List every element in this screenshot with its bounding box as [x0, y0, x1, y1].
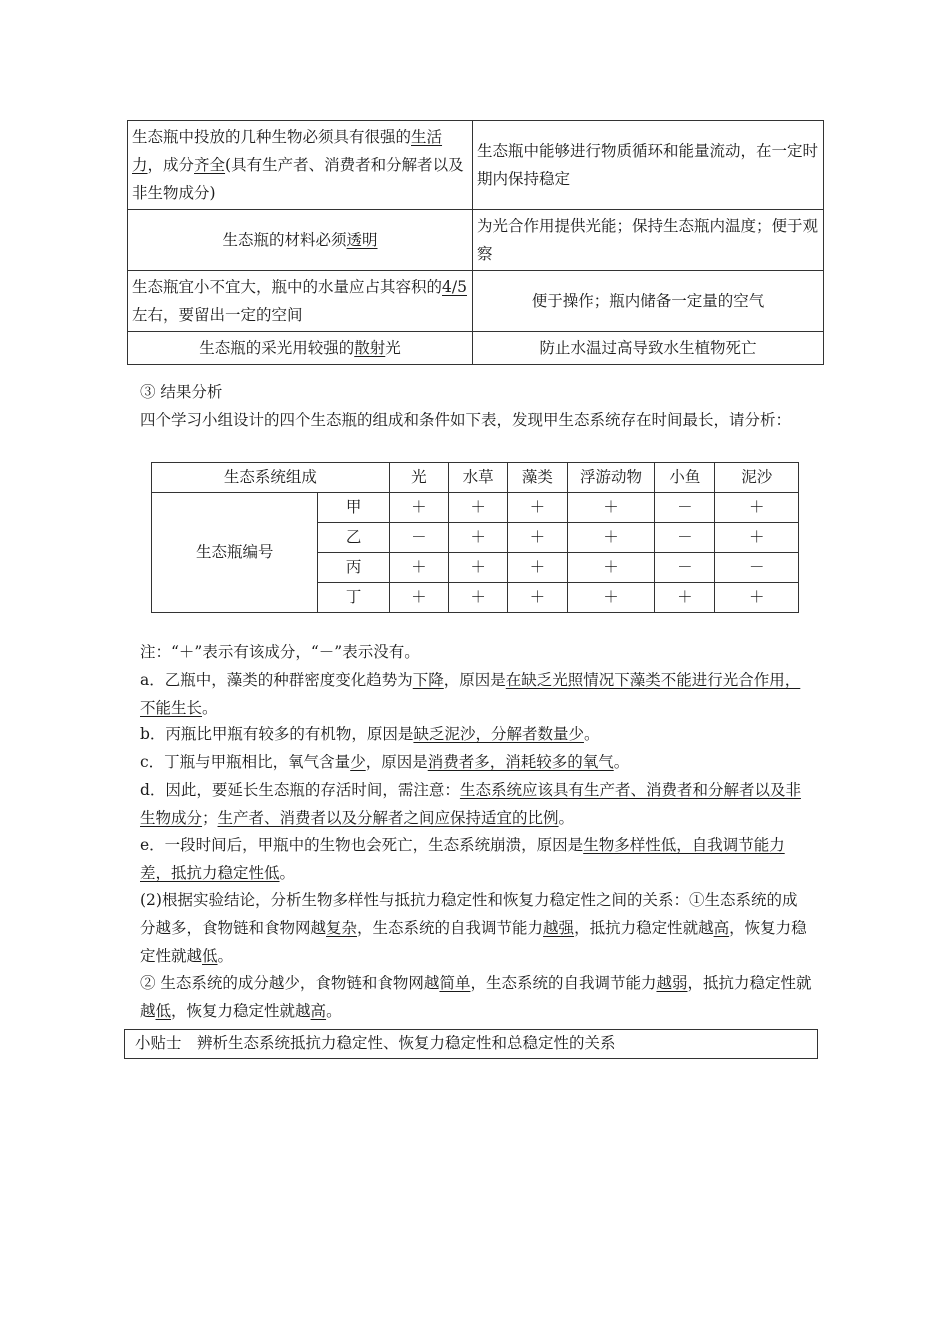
- answer-blank: 生活力: [132, 128, 443, 174]
- column-header: 光: [389, 463, 448, 493]
- conditions-table: [127, 120, 824, 365]
- table-cell: ＋: [715, 523, 799, 553]
- table-cell: －: [389, 523, 448, 553]
- answer-blank: 越强: [543, 919, 575, 937]
- answer-blank: 生产者、消费者以及分解者之间应保持适宜的比例: [217, 809, 559, 827]
- row-label: 乙: [318, 523, 389, 553]
- answer-blank: 生物多样性低，自我调节能力差，抵抗力稳定性低: [140, 836, 785, 882]
- table-cell: ＋: [567, 583, 655, 613]
- conclusion-paragraph-2: ② 生态系统的成分越少，食物链和食物网越简单，生态系统的自我调节能力越弱，抵抗力稳定性就越低，恢复力稳定性就越高。: [140, 974, 812, 1020]
- answer-blank: 下降: [412, 671, 444, 689]
- tip-box: 小贴士 辨析生态系统抵抗力稳定性、恢复力稳定性和总稳定性的关系: [124, 1029, 818, 1059]
- corner-header: 生态系统组成: [152, 463, 390, 493]
- answer-blank: 透明: [346, 231, 378, 249]
- table-cell: ＋: [449, 553, 508, 583]
- intro-paragraph: 四个学习小组设计的四个生态瓶的组成和条件如下表，发现甲生态系统存在时间最长，请分析：: [140, 411, 792, 429]
- table-cell: －: [655, 523, 715, 553]
- analysis-item-e: e．一段时间后，甲瓶中的生物也会死亡，生态系统崩溃，原因是生物多样性低，自我调节能力差，抵抗力稳定性低。: [140, 836, 785, 882]
- row-label: 丙: [318, 553, 389, 583]
- column-header: 小鱼: [655, 463, 715, 493]
- reason-cell: 防止水温过高导致水生植物死亡: [473, 332, 824, 365]
- table-cell: －: [715, 553, 799, 583]
- answer-blank: 低: [202, 947, 218, 965]
- analysis-item-c: c．丁瓶与甲瓶相比，氧气含量少，原因是消费者多，消耗较多的氧气。: [140, 753, 630, 771]
- reason-cell: 为光合作用提供光能；保持生态瓶内温度；便于观察: [473, 210, 824, 271]
- bottle-table: [151, 462, 799, 613]
- answer-blank: 高: [310, 1002, 327, 1020]
- answer-blank: 在缺乏光照情况下藻类不能进行光合作用，不能生长: [140, 671, 801, 717]
- answer-blank: 低: [155, 1002, 172, 1020]
- row-label: 甲: [318, 493, 389, 523]
- reason-cell: 生态瓶中能够进行物质循环和能量流动，在一定时期内保持稳定: [473, 121, 824, 210]
- table-cell: ＋: [449, 493, 508, 523]
- conclusion-paragraph-1: (2)根据实验结论，分析生物多样性与抵抗力稳定性和恢复力稳定性之间的关系：①生态系统的成分越多，食物链和食物网越复杂，生态系统的自我调节能力越强，抵抗力稳定性就越高，恢复力稳定性就越低。: [140, 891, 807, 965]
- column-header: 藻类: [508, 463, 567, 493]
- table-cell: ＋: [508, 553, 567, 583]
- analysis-item-d: d．因此，要延长生态瓶的存活时间，需注意：生态系统应该具有生产者、消费者和分解者以及非生物成分；生产者、消费者以及分解者之间应保持适宜的比例。: [140, 781, 801, 827]
- table-cell: －: [655, 553, 715, 583]
- table-cell: ＋: [567, 493, 655, 523]
- table-cell: ＋: [449, 583, 508, 613]
- reason-cell: 便于操作；瓶内储备一定量的空气: [473, 271, 824, 332]
- answer-blank: 齐全: [194, 156, 226, 174]
- result-heading: ③ 结果分析: [140, 383, 223, 401]
- answer-blank: 复杂: [326, 919, 358, 937]
- table-cell: ＋: [389, 493, 448, 523]
- table-note: 注：“＋”表示有该成分，“－”表示没有。: [140, 643, 420, 661]
- table-cell: ＋: [567, 553, 655, 583]
- table-cell: ＋: [508, 523, 567, 553]
- condition-cell: 生态瓶宜小不宜大，瓶中的水量应占其容积的4/5左右，要留出一定的空间: [128, 271, 473, 332]
- analysis-item-b: b．丙瓶比甲瓶有较多的有机物，原因是缺乏泥沙，分解者数量少。: [140, 725, 600, 743]
- answer-blank: 4/5: [442, 278, 467, 296]
- condition-cell: 生态瓶中投放的几种生物必须具有很强的生活力，成分齐全(具有生产者、消费者和分解者以及非生物成分): [128, 121, 473, 210]
- table-cell: －: [655, 493, 715, 523]
- analysis-item-a: a．乙瓶中，藻类的种群密度变化趋势为下降，原因是在缺乏光照情况下藻类不能进行光合作用，不能生长。: [140, 671, 801, 717]
- column-header: 浮游动物: [567, 463, 655, 493]
- answer-blank: 缺乏泥沙，分解者数量少: [413, 725, 584, 743]
- table-cell: ＋: [508, 583, 567, 613]
- column-header: 水草: [449, 463, 508, 493]
- table-cell: ＋: [655, 583, 715, 613]
- answer-blank: 生态系统应该具有生产者、消费者和分解者以及非生物成分: [140, 781, 801, 827]
- answer-blank: 散射: [354, 339, 386, 357]
- column-header: 泥沙: [715, 463, 799, 493]
- condition-cell: 生态瓶的材料必须透明: [128, 210, 473, 271]
- answer-blank: 消费者多，消耗较多的氧气: [427, 753, 614, 771]
- answer-blank: 越弱: [656, 974, 688, 992]
- table-cell: ＋: [715, 583, 799, 613]
- row-group-label: 生态瓶编号: [152, 493, 318, 613]
- row-label: 丁: [318, 583, 389, 613]
- table-cell: ＋: [508, 493, 567, 523]
- table-cell: ＋: [389, 583, 448, 613]
- table-cell: ＋: [389, 553, 448, 583]
- answer-blank: 高: [713, 919, 730, 937]
- table-cell: ＋: [449, 523, 508, 553]
- table-cell: ＋: [567, 523, 655, 553]
- condition-cell: 生态瓶的采光用较强的散射光: [128, 332, 473, 365]
- answer-blank: 少: [350, 753, 366, 771]
- table-cell: ＋: [715, 493, 799, 523]
- answer-blank: 简单: [439, 974, 471, 992]
